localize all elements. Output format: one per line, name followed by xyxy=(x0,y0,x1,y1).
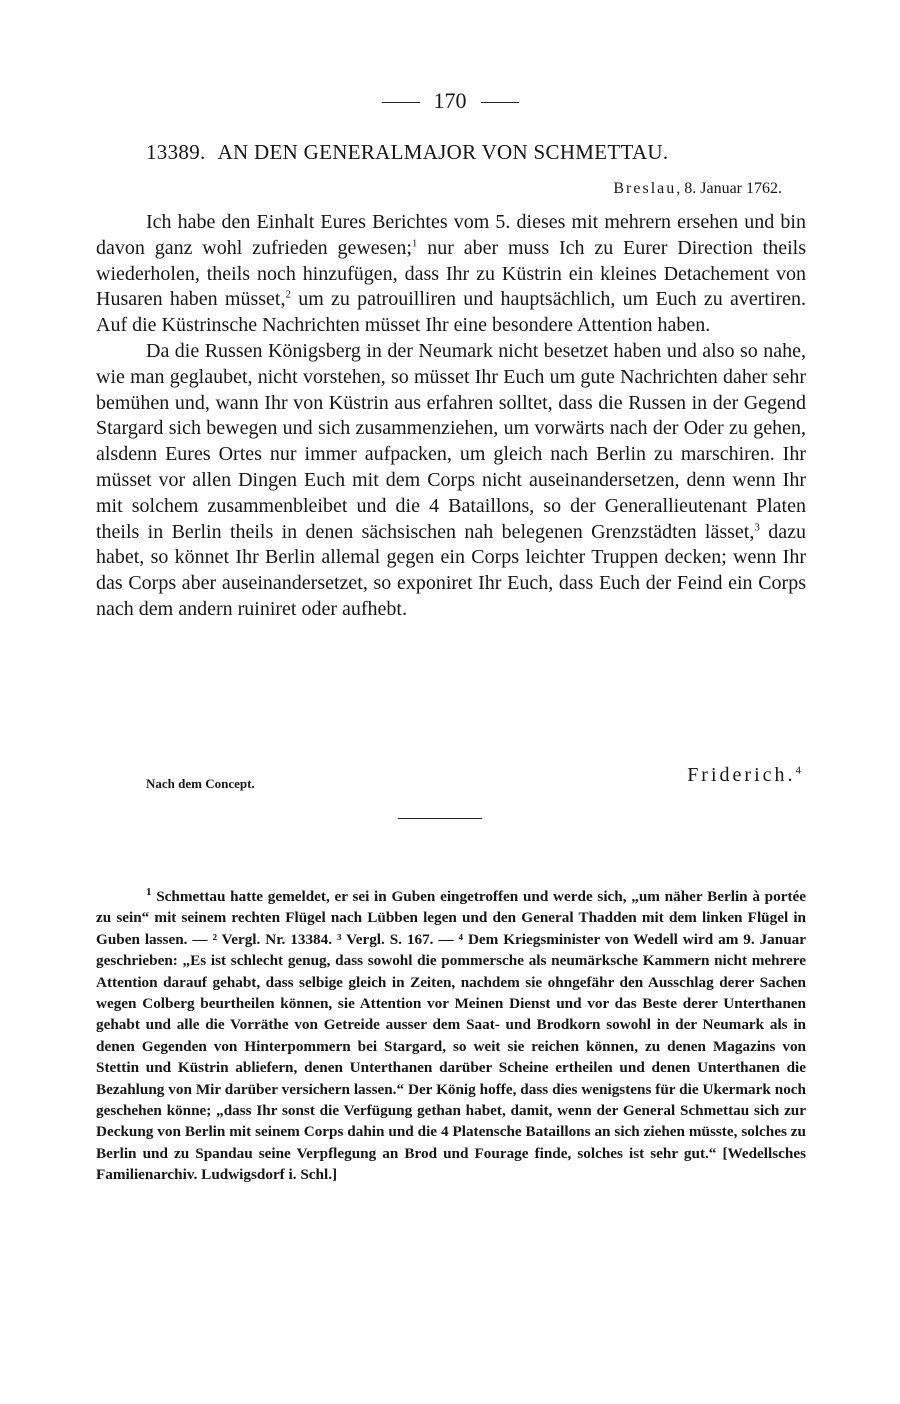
paragraph-2-part-1: Da die Russen Königsberg in der Neumark nicht besetzet haben und also so nahe, wie man geglaubet, nicht vorstehen, so müsset Ihr Euch um gute Nachrichten daher sehr bemühen und, wann Ihr von Küstrin aus erfahren solltet, dass die Russen in der Gegend Stargard sich bewegen und sich zusammenziehen, um vorwärts nach der Oder zu gehen, alsdenn Eures Ortes nur immer aufpacken, um gleich nach Berlin zu marschiren. Ihr müsset vor allen Dingen Euch mit dem Corps nicht auseinandersetzen, denn wenn Ihr mit solchem zusammenbleibet und die 4 Bataillons, so der Generallieutenant Platen theils in Berlin theils in denen sächsischen nah belegenen Grenzstädten lässet, xyxy=(96,339,806,543)
footnote-ref-1: 1 xyxy=(411,237,418,250)
dateline-place: Breslau xyxy=(613,180,677,197)
paragraph-1-part-3: um zu patrouilliren und hauptsächlich, um Euch zu avertiren. Auf die Küstrinsche Nachrichten müsset Ihr eine besondere Attention haben. xyxy=(96,288,807,337)
paragraph-1 xyxy=(96,210,806,339)
header-rule-left xyxy=(382,102,420,103)
dateline xyxy=(613,180,782,198)
letter-title: AN DEN GENERALMAJOR VON SCHMETTAU. xyxy=(217,140,669,164)
letter-heading xyxy=(146,140,786,165)
letter-number: 13389. xyxy=(146,140,206,164)
footnote-separator xyxy=(398,818,482,819)
paragraph-2-part-2: dazu habet, so könnet Ihr Berlin allemal gegen ein Corps leichter Truppen decken; wenn Ihr das Corps aber auseinandersetzet, so exponiret Ihr Euch, dass Euch der Feind ein Corps nach dem andern ruiniret oder aufhebt. xyxy=(96,520,806,620)
page-header xyxy=(0,88,900,114)
paragraph-1-part-1: Ich habe den Einhalt Eures Berichtes vom 5. dieses mit mehrern ersehen und bin davon ganz wohl zufrieden gewesen; xyxy=(96,211,806,259)
dateline-date: , 8. Januar 1762. xyxy=(676,180,782,197)
signature xyxy=(687,764,804,787)
footnotes xyxy=(96,886,806,1186)
footnote-text: Schmettau hatte gemeldet, er sei in Guben eingetroffen und werde sich, „um näher Berlin à portée zu sein“ mit seinem rechten Flügel nach Lübben legen und den General Thadden mit dem linken Flügel in Guben lassen. — ² Vergl. Nr. 13384. ³ Vergl. S. 167. — ⁴ Dem Kriegsminister von Wedell wird am 9. Januar geschrieben: „Es ist schlecht genug, dass sowohl die pommersche als neumärksche Kammern nicht mehrere Attention darauf gehabt, dass selbige gleich in Zeiten, nachdem sie ohngefähr den Ausschlag derer Sachen wegen Colberg beurtheilen können, sie Attention vor Meinen Dienst und vor das Beste derer Unterthanen gehabt und alle die Vorräthe von Getreide ausser dem Saat- und Brodkorn sowohl in der Neumark als in denen Gegenden von Hinterpommern bei Stargard, so weit sie reichen können, zu denen Magazins von Stettin und Küstrin abliefern, denen Unterthanen darüber Scheine ertheilen und denen Unterthanen die Bezahlung von Mir darüber versichern lassen.“ Der König hoffe, dass dies wenigstens für die Ukermark noch geschehen könne; „dass Ihr sonst die Verfügung gethan habet, damit, wenn der General Schmettau sich zur Deckung von Berlin mit seinem Corps dahin und die 4 Platensche Bataillons an sich ziehen müsste, solches zu Berlin und zu Spandau seine Verpflegung an Brod und Fourage finde, solches ist sehr gut.“ [Wedellsches Familienarchiv. Ludwigsdorf i. Schl.] xyxy=(96,888,806,1184)
footnote-block xyxy=(96,886,806,1186)
source-note: Nach dem Concept. xyxy=(146,776,255,791)
header-rule-right xyxy=(481,102,519,103)
footnote-ref-3: 3 xyxy=(754,520,760,533)
letter-body xyxy=(96,210,806,623)
footnote-marker-1: 1 xyxy=(146,885,152,898)
page-number: 170 xyxy=(433,88,467,113)
paragraph-1-part-2: nur aber muss Ich zu Eurer Direction theils wiederholen, theils noch hinzufügen, dass Ihr zu Küstrin ein kleines Detachement von Husaren haben müsset, xyxy=(96,236,806,311)
footnote-ref-4: 4 xyxy=(795,764,804,777)
signature-name: Friderich. xyxy=(687,764,796,786)
paragraph-2 xyxy=(96,339,806,623)
footnote-ref-2: 2 xyxy=(285,288,291,301)
